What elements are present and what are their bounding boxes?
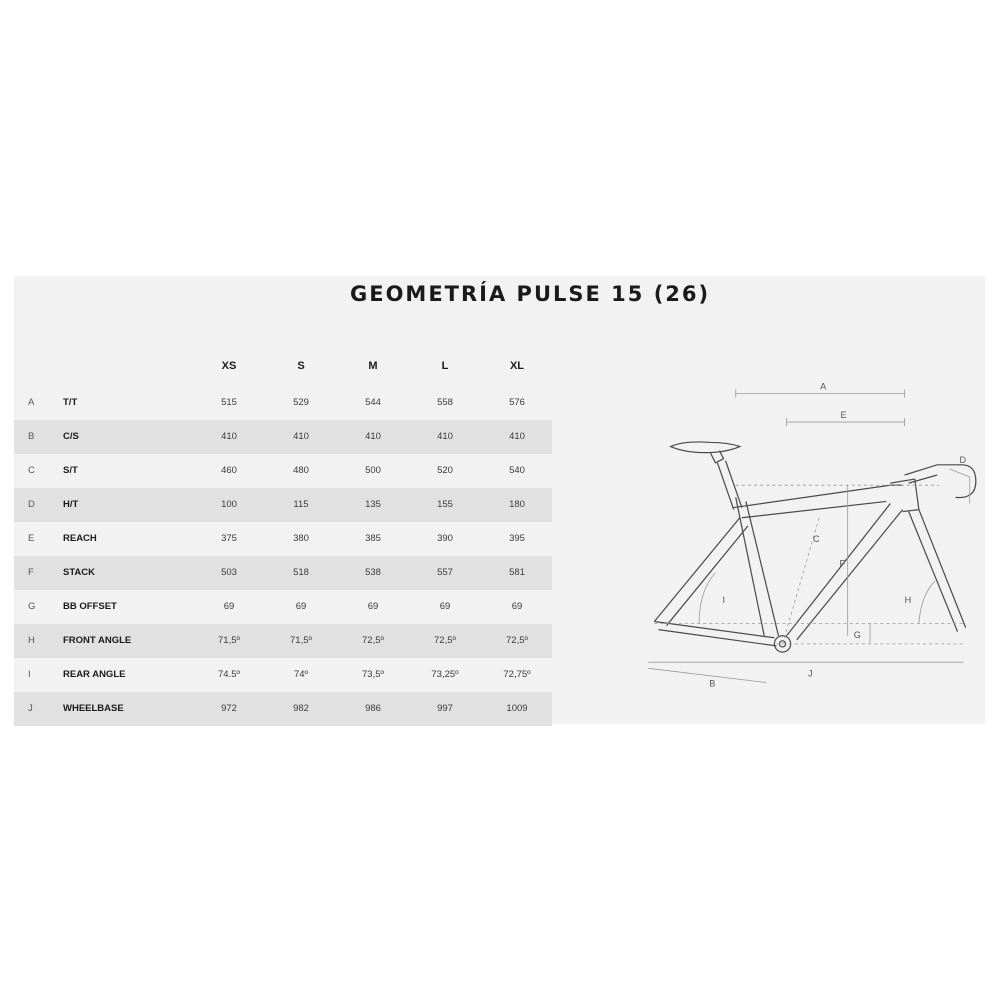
bike-geometry-diagram <box>634 364 985 704</box>
row-label: C/S <box>63 431 79 442</box>
table-row <box>14 590 552 624</box>
row-letter: J <box>28 703 33 714</box>
row-value: 538 <box>365 567 381 578</box>
row-value: 74.5º <box>218 669 240 680</box>
row-value: 73,25º <box>431 669 459 680</box>
table-row <box>14 420 552 454</box>
dim-b <box>648 668 766 682</box>
row-letter: G <box>28 601 36 612</box>
dim-label-a: A <box>820 381 827 392</box>
dim-label-g: G <box>853 629 861 640</box>
row-value: 69 <box>439 601 451 612</box>
row-value: 410 <box>437 431 453 442</box>
row-value: 515 <box>221 397 237 408</box>
row-value: 69 <box>295 601 307 612</box>
row-value: 69 <box>511 601 523 612</box>
row-value: 581 <box>509 567 525 578</box>
row-value: 69 <box>367 601 379 612</box>
saddle-shape <box>671 442 740 453</box>
row-value: 982 <box>293 703 309 714</box>
frame-outline <box>654 442 975 652</box>
row-value: 518 <box>293 567 309 578</box>
dim-label-j: J <box>807 668 813 679</box>
table-row <box>14 624 552 658</box>
row-value: 72,5º <box>506 635 528 646</box>
table-row <box>14 488 552 522</box>
row-value: 385 <box>365 533 381 544</box>
row-value: 72,5º <box>434 635 456 646</box>
dim-label-c: C <box>813 534 820 545</box>
dim-label-d: D <box>959 454 967 465</box>
dim-label-h: H <box>904 595 912 606</box>
dimension-lines <box>648 390 969 683</box>
dim-label-f: F <box>839 558 846 569</box>
row-label: FRONT ANGLE <box>63 635 132 646</box>
row-value: 71,5º <box>290 635 312 646</box>
row-letter: D <box>28 499 35 510</box>
row-value: 72,75º <box>503 669 531 680</box>
geometry-table <box>14 386 552 726</box>
size-header-row <box>14 360 554 380</box>
row-value: 410 <box>221 431 237 442</box>
row-value: 410 <box>293 431 309 442</box>
dim-d <box>949 469 969 504</box>
row-value: 986 <box>365 703 381 714</box>
row-value: 375 <box>221 533 237 544</box>
title-bar <box>14 276 985 306</box>
row-value: 540 <box>509 465 525 476</box>
row-value: 380 <box>293 533 309 544</box>
row-label: BB OFFSET <box>63 601 117 612</box>
size-header: M <box>368 360 378 372</box>
row-label: S/T <box>63 465 78 476</box>
size-header: XS <box>221 360 237 372</box>
row-value: 557 <box>437 567 453 578</box>
row-value: 135 <box>365 499 381 510</box>
row-value: 72,5º <box>362 635 384 646</box>
row-value: 410 <box>365 431 381 442</box>
handlebar <box>905 465 976 498</box>
table-row <box>14 454 552 488</box>
table-row <box>14 692 552 726</box>
top-tube <box>734 485 903 518</box>
row-value: 1009 <box>506 703 528 714</box>
row-value: 69 <box>223 601 235 612</box>
table-row <box>14 522 552 556</box>
row-value: 480 <box>293 465 309 476</box>
row-label: WHEELBASE <box>63 703 124 714</box>
row-label: H/T <box>63 499 79 510</box>
row-label: REACH <box>63 533 97 544</box>
row-letter: H <box>28 635 35 646</box>
row-value: 576 <box>509 397 525 408</box>
bike-frame-drawing <box>634 364 985 704</box>
row-label: T/T <box>63 397 78 408</box>
fork <box>909 510 966 632</box>
row-letter: I <box>28 669 31 680</box>
row-letter: A <box>28 397 35 408</box>
row-value: 115 <box>293 499 309 510</box>
seat-stay <box>654 518 748 626</box>
row-value: 544 <box>365 397 381 408</box>
geometry-panel <box>14 276 985 724</box>
row-value: 71,5º <box>218 635 240 646</box>
size-header: S <box>297 360 305 372</box>
row-letter: C <box>28 465 35 476</box>
chain-stay <box>654 621 776 645</box>
arc-h <box>919 581 935 624</box>
row-letter: B <box>28 431 35 442</box>
row-value: 73,5º <box>362 669 384 680</box>
row-letter: E <box>28 533 35 544</box>
row-value: 180 <box>509 499 525 510</box>
row-label: REAR ANGLE <box>63 669 126 680</box>
row-value: 520 <box>437 465 453 476</box>
table-row <box>14 386 552 420</box>
row-value: 503 <box>221 567 237 578</box>
row-value: 100 <box>221 499 237 510</box>
row-value: 74º <box>293 669 309 680</box>
table-row <box>14 658 552 692</box>
dim-label-e: E <box>840 410 847 421</box>
row-label: STACK <box>63 567 96 578</box>
arc-i <box>699 573 715 624</box>
row-value: 395 <box>509 533 525 544</box>
head-tube <box>890 479 918 512</box>
row-value: 529 <box>293 397 309 408</box>
size-header: L <box>441 360 449 372</box>
dim-label-b: B <box>709 678 716 689</box>
page-title: GEOMETRÍA PULSE 15 (26) <box>350 282 711 306</box>
row-value: 500 <box>365 465 381 476</box>
row-value: 390 <box>437 533 453 544</box>
table-row <box>14 556 552 590</box>
row-value: 997 <box>437 703 453 714</box>
row-value: 972 <box>221 703 237 714</box>
row-value: 558 <box>437 397 453 408</box>
row-value: 460 <box>221 465 237 476</box>
row-letter: F <box>28 567 34 578</box>
row-value: 155 <box>437 499 453 510</box>
size-header: XL <box>509 360 525 372</box>
dim-label-i: I <box>722 595 726 606</box>
row-value: 410 <box>509 431 525 442</box>
down-tube <box>787 503 903 639</box>
